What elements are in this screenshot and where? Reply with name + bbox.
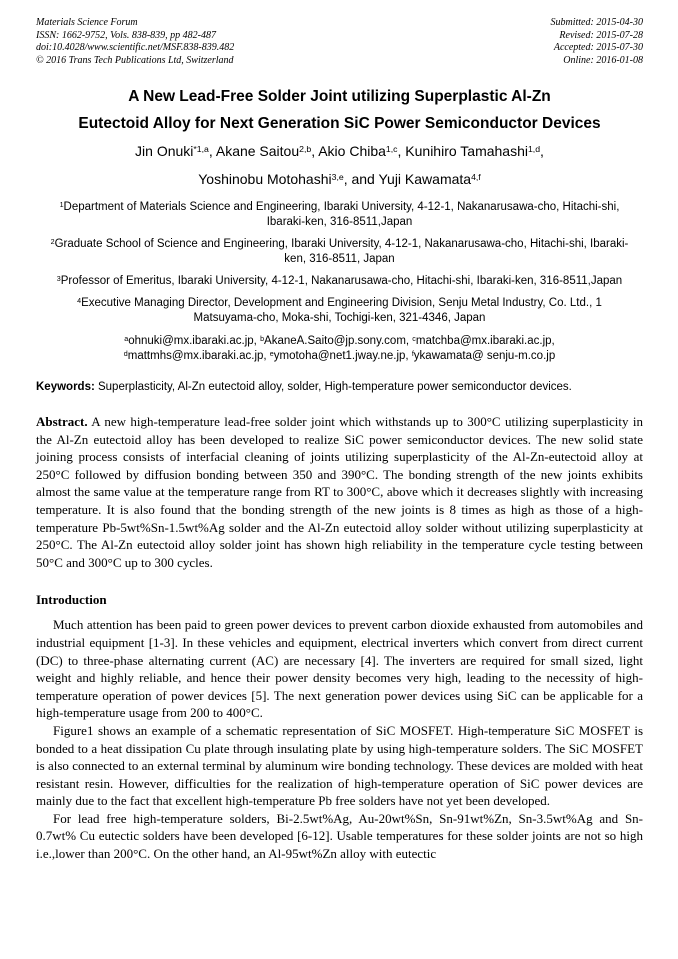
revised-date: Revised: 2015-07-28 [559,29,643,41]
affiliation-2: $^2$Graduate School of Science and Engineering, Ibaraki University, 4-12-1, Nakanarusawa-cho, Hitachi-shi, Ibaraki-ken, 316-8511, Japan [50,237,629,265]
introduction-paragraph-2: Figure1 shows an example of a schematic representation of SiC MOSFET. High-temperature SiC MOSFET is bonded to a heat dissipation Cu plate through insulating plate by using high-temperature solders. The SiC MOSFET is also connected to an external terminal by aluminum wire bonding technology. These devices are molded with heat resistant resin. However, difficulties for the realization of high-temperature operation of SiC power devices are mainly due to the fact that excellent high-temperature Pb free solders have not yet been developed. [36,722,643,809]
affiliation-1: $^1$Department of Materials Science and Engineering, Ibaraki University, 4-12-1, Nakanarusawa-cho, Hitachi-shi, Ibaraki-ken, 316-8511,Japan [59,200,620,228]
authors-line-1: Jin Onuki$^{*1,a}$, Akane Saitou$^{2,b}$, Akio Chiba$^{1,c}$, Kunihiro Tamahashi$^{1,d}$, [135,143,544,159]
paper-title-line-2: Eutectoid Alloy for Next Generation SiC Power Semiconductor Devices [78,115,601,132]
introduction-paragraph-1: Much attention has been paid to green power devices to prevent carbon dioxide exhausted from automobiles and industrial equipment [1-3]. In these vehicles and equipment, electrical inverters which convert from direct current (DC) to three-phase alternating current (AC) are necessary [4]. The inverters are required for small sized, light weight and highly reliable, and hence their power density becomes very high, leading to the necessity of high-temperature operation of power devices [5]. The next generation power devices using SiC can be applicable for a high-temperature usage from 200 to 400°C. [36,617,643,721]
journal-name: Materials Science Forum [36,17,138,28]
affiliations-block [36,200,643,326]
authors-list [36,137,643,193]
introduction-body [36,616,643,862]
keywords-text: Superplasticity, Al-Zn eutectoid alloy, solder, High-temperature power semiconductor devices. [94,381,572,393]
author-emails [36,334,643,364]
keywords-label: Keywords: [36,381,95,393]
paper-title [36,83,643,137]
abstract-label: Abstract. [36,414,88,429]
journal-info-block [36,17,234,67]
emails-line-1: $^a$ohnuki@mx.ibaraki.ac.jp, $^b$AkaneA.Saito@jp.sony.com, $^c$matchba@mx.ibaraki.ac.jp, [124,334,555,347]
abstract-text: A new high-temperature lead-free solder joint which withstands up to 300°C utilizing superplasticity in the Al-Zn eutectoid alloy has been developed to realize SiC power semiconductor devices. The new solid state joining process consists of interfacial cleaning of joints utilizing superplasticity of the Al-Zn-eutectoid alloy at 250°C followed by diffusion bonding between 350 and 390°C. The bonding strength of the new joints exhibits almost the same value at the temperature range from RT to 300°C, above which it decreases slightly with increasing temperature. It is also found that the bonding strength of the new joints is 8 times as high as those of a high-temperature Pb-5wt%Sn-1.5wt%Ag solder and the Al-Zn eutectoid alloy solder without utilizing superplasticity at 250°C. The Al-Zn eutectoid alloy solder joint has shown high reliability in the temperature cycle testing between 50°C and 300°C up to 300 cycles. [36,414,643,570]
abstract-section [36,413,643,571]
authors-line-2: Yoshinobu Motohashi$^{3,e}$, and Yuji Kawamata$^{4,f}$ [198,171,481,187]
submission-dates-block [551,17,644,67]
affiliation-4: $^4$Executive Managing Director, Development and Engineering Division, Senju Metal Industry, Co. Ltd., 1 Matsuyama-cho, Moka-shi, Tochigi-ken, 321-4346, Japan [77,296,602,324]
affiliation-3: $^3$Professor of Emeritus, Ibaraki University, 4-12-1, Nakanarusawa-cho, Hitachi-shi, Ibaraki-ken, 316-8511,Japan [56,274,623,287]
introduction-heading: Introduction [36,592,107,608]
keywords-section [36,380,643,395]
accepted-date: Accepted: 2015-07-30 [553,42,643,53]
introduction-paragraph-3: For lead free high-temperature solders, Bi-2.5wt%Ag, Au-20wt%Sn, Sn-91wt%Zn, Sn-3.5wt%Ag and Sn-0.7wt% Cu eutectic solders have been developed [6-12]. Usable temperatures for these solder joints are not so high i.e.,lower than 200°C. On the other hand, an Al-95wt%Zn alloy with eutectic [36,810,643,862]
journal-header [36,17,643,67]
journal-doi: doi:10.4028/www.scientific.net/MSF.838-839.482 [36,42,235,53]
journal-copyright: © 2016 Trans Tech Publications Ltd, Switzerland [36,54,234,66]
emails-line-2: $^d$mattmhs@mx.ibaraki.ac.jp, $^e$ymotoha@net1.jway.ne.jp, $^f$ykawamata@ senju-m.co.jp [123,349,556,362]
journal-issn-volume: ISSN: 1662-9752, Vols. 838-839, pp 482-487 [36,29,216,41]
paper-title-line-1: A New Lead-Free Solder Joint utilizing Superplastic Al-Zn [128,88,551,105]
submitted-date: Submitted: 2015-04-30 [550,17,643,28]
online-date: Online: 2016-01-08 [563,54,643,66]
